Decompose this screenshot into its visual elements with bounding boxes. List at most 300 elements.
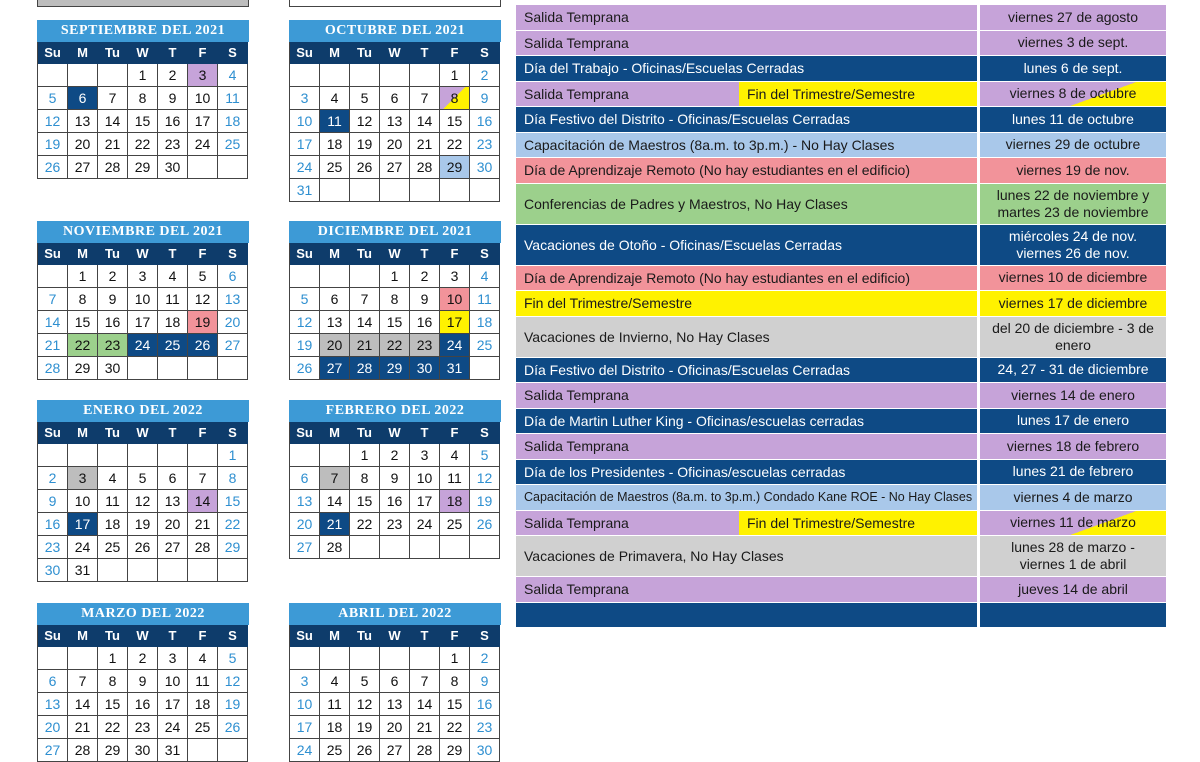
event-row <box>516 133 1166 159</box>
weekday-header: Tu <box>98 625 128 647</box>
calendar-day: 7 <box>350 288 380 311</box>
weekday-header: S <box>470 422 500 444</box>
event-row <box>516 31 1166 57</box>
event-date: viernes 11 de marzo <box>980 511 1166 536</box>
calendar-day: 11 <box>188 670 218 693</box>
weekday-header: W <box>380 243 410 265</box>
calendar-empty-cell <box>38 444 68 467</box>
calendar-day: 11 <box>98 490 128 513</box>
calendar-day: 13 <box>290 490 320 513</box>
event-name: Salida Temprana <box>516 577 980 602</box>
calendar-day: 12 <box>38 110 68 133</box>
calendar-day: 14 <box>410 110 440 133</box>
event-date: lunes 21 de febrero <box>980 460 1166 485</box>
calendar-day: 24 <box>290 156 320 179</box>
event-date: viernes 17 de diciembre <box>980 291 1166 316</box>
calendar-day: 18 <box>158 311 188 334</box>
calendar-day: 4 <box>320 87 350 110</box>
calendar-day: 23 <box>158 133 188 156</box>
calendar-day: 30 <box>38 559 68 582</box>
calendar-day: 8 <box>440 670 470 693</box>
calendar-empty-cell <box>440 536 470 559</box>
calendar-day: 8 <box>350 467 380 490</box>
calendar-day: 26 <box>218 716 248 739</box>
calendar-day: 23 <box>98 334 128 357</box>
calendar-empty-cell <box>320 265 350 288</box>
calendar-empty-cell <box>320 647 350 670</box>
calendar-day: 12 <box>128 490 158 513</box>
calendar-day: 17 <box>410 490 440 513</box>
weekday-header: T <box>410 422 440 444</box>
calendar-day: 5 <box>290 288 320 311</box>
calendar-day: 14 <box>350 311 380 334</box>
calendar-day: 21 <box>410 133 440 156</box>
calendar-day: 29 <box>68 357 98 380</box>
event-date: viernes 29 de octubre <box>980 133 1166 158</box>
month-title: DICIEMBRE DEL 2021 <box>289 221 501 243</box>
calendar-empty-cell <box>350 179 380 202</box>
calendar-day: 1 <box>380 265 410 288</box>
weekday-header: S <box>470 625 500 647</box>
calendar-empty-cell <box>380 536 410 559</box>
calendar-day: 3 <box>440 265 470 288</box>
calendar-day: 26 <box>350 156 380 179</box>
calendar-empty-cell <box>320 179 350 202</box>
weekday-header: Su <box>290 243 320 265</box>
calendar-day: 16 <box>38 513 68 536</box>
calendar-day: 30 <box>410 357 440 380</box>
calendar-day: 27 <box>218 334 248 357</box>
calendar-day: 4 <box>158 265 188 288</box>
weekday-header: T <box>158 422 188 444</box>
calendar-empty-cell <box>350 536 380 559</box>
weekday-header: F <box>188 42 218 64</box>
weekday-header: S <box>218 625 248 647</box>
weekday-header: S <box>470 42 500 64</box>
weekday-header: T <box>158 243 188 265</box>
calendar-empty-cell <box>188 357 218 380</box>
month-calendar <box>289 603 501 762</box>
calendar-day: 7 <box>38 288 68 311</box>
calendar-empty-cell <box>290 647 320 670</box>
calendar-day: 22 <box>218 513 248 536</box>
event-name: Salida Temprana <box>516 5 980 30</box>
calendar-empty-cell <box>320 64 350 87</box>
weekday-header: S <box>218 243 248 265</box>
month-title: NOVIEMBRE DEL 2021 <box>37 221 249 243</box>
event-name: Salida Temprana <box>516 31 980 56</box>
calendar-day: 24 <box>68 536 98 559</box>
calendar-day: 28 <box>38 357 68 380</box>
weekday-header: S <box>470 243 500 265</box>
weekday-header: F <box>188 422 218 444</box>
month-calendar <box>289 221 501 380</box>
calendar-day: 27 <box>290 536 320 559</box>
calendar-empty-cell <box>380 179 410 202</box>
calendar-day: 1 <box>440 64 470 87</box>
weekday-header: T <box>410 625 440 647</box>
weekday-header: T <box>158 42 188 64</box>
calendar-day: 2 <box>380 444 410 467</box>
calendar-day: 15 <box>98 693 128 716</box>
calendar-day: 26 <box>350 739 380 762</box>
calendar-day: 14 <box>188 490 218 513</box>
calendar-day: 16 <box>470 110 500 133</box>
calendar-day: 4 <box>470 265 500 288</box>
month-title: FEBRERO DEL 2022 <box>289 400 501 422</box>
calendar-day: 20 <box>380 133 410 156</box>
calendar-empty-cell <box>38 64 68 87</box>
calendar-day: 18 <box>320 716 350 739</box>
calendar-day: 13 <box>320 311 350 334</box>
month-calendar <box>289 400 501 559</box>
calendar-day: 13 <box>218 288 248 311</box>
calendar-day: 17 <box>290 716 320 739</box>
calendar-day: 31 <box>440 357 470 380</box>
calendar-day: 17 <box>188 110 218 133</box>
calendar-empty-cell <box>38 265 68 288</box>
calendar-day: 12 <box>350 110 380 133</box>
weekday-header: W <box>380 625 410 647</box>
calendar-day: 21 <box>68 716 98 739</box>
calendar-empty-cell <box>410 536 440 559</box>
weekday-header: M <box>68 42 98 64</box>
calendar-day: 27 <box>158 536 188 559</box>
calendar-day: 8 <box>380 288 410 311</box>
calendar-empty-cell <box>410 179 440 202</box>
calendar-day: 18 <box>440 490 470 513</box>
event-row <box>516 434 1166 460</box>
calendar-day: 26 <box>128 536 158 559</box>
month-calendar <box>37 221 249 380</box>
calendar-day: 19 <box>218 693 248 716</box>
calendar-day: 3 <box>158 647 188 670</box>
calendar-day: 29 <box>218 536 248 559</box>
calendar-day: 16 <box>470 693 500 716</box>
calendar-day: 1 <box>128 64 158 87</box>
calendar-day: 13 <box>158 490 188 513</box>
calendar-day: 28 <box>410 156 440 179</box>
calendar-day: 31 <box>68 559 98 582</box>
event-row <box>516 577 1166 603</box>
calendar-day: 27 <box>68 156 98 179</box>
calendar-day: 23 <box>470 133 500 156</box>
event-date: del 20 de diciembre - 3 de enero <box>980 317 1166 357</box>
event-date: 24, 27 - 31 de diciembre <box>980 358 1166 383</box>
calendar-day: 11 <box>440 467 470 490</box>
event-name: Conferencias de Padres y Maestros, No Hay Clases <box>516 184 980 224</box>
event-row <box>516 358 1166 384</box>
weekday-header: Su <box>290 625 320 647</box>
calendar-day: 5 <box>38 87 68 110</box>
calendar-day: 4 <box>440 444 470 467</box>
weekday-header: Su <box>290 42 320 64</box>
calendar-day: 28 <box>188 536 218 559</box>
calendar-day: 21 <box>320 513 350 536</box>
calendar-day: 25 <box>98 536 128 559</box>
calendar-day: 29 <box>380 357 410 380</box>
weekday-header: Su <box>38 243 68 265</box>
events-table <box>516 5 1166 628</box>
weekday-header: Su <box>38 422 68 444</box>
event-name: Fin del Trimestre/Semestre <box>516 291 980 316</box>
calendar-day: 13 <box>380 693 410 716</box>
calendar-empty-cell <box>290 444 320 467</box>
weekday-header: Tu <box>350 422 380 444</box>
weekday-header: W <box>380 422 410 444</box>
event-date: miércoles 24 de nov. viernes 26 de nov. <box>980 225 1166 265</box>
calendar-day: 12 <box>188 288 218 311</box>
event-name: Día Festivo del Distrito - Oficinas/Escuelas Cerradas <box>516 107 980 132</box>
calendar-day: 25 <box>440 513 470 536</box>
month-days <box>289 243 501 380</box>
event-name: Salida Temprana <box>516 383 980 408</box>
calendar-day: 18 <box>98 513 128 536</box>
calendar-day: 11 <box>320 110 350 133</box>
calendar-day: 5 <box>350 670 380 693</box>
calendar-day: 3 <box>410 444 440 467</box>
month-days <box>37 42 249 179</box>
calendar-day: 2 <box>470 64 500 87</box>
event-row <box>516 511 1166 537</box>
event-row <box>516 485 1166 511</box>
calendar-day: 10 <box>68 490 98 513</box>
event-name <box>516 603 980 628</box>
event-date: lunes 11 de octubre <box>980 107 1166 132</box>
calendar-empty-cell <box>68 647 98 670</box>
event-name: Día de Aprendizaje Remoto (No hay estudiantes en el edificio) <box>516 158 980 183</box>
weekday-header: M <box>320 422 350 444</box>
calendar-day: 12 <box>350 693 380 716</box>
calendar-day: 30 <box>470 739 500 762</box>
calendar-day: 17 <box>290 133 320 156</box>
calendar-day: 28 <box>350 357 380 380</box>
weekday-header: W <box>128 42 158 64</box>
event-name: Capacitación de Maestros (8a.m. to 3p.m.) - No Hay Clases <box>516 133 980 158</box>
event-name: Vacaciones de Primavera, No Hay Clases <box>516 536 980 576</box>
calendar-day: 3 <box>290 87 320 110</box>
calendar-day: 1 <box>440 647 470 670</box>
event-date: lunes 22 de noviembre y martes 23 de noviembre <box>980 184 1166 224</box>
calendar-empty-cell <box>158 559 188 582</box>
month-calendar <box>37 603 249 762</box>
calendar-day: 20 <box>38 716 68 739</box>
event-row <box>516 317 1166 358</box>
calendar-empty-cell <box>320 444 350 467</box>
calendar-empty-cell <box>188 739 218 762</box>
calendar-day: 6 <box>218 265 248 288</box>
calendar-day: 19 <box>38 133 68 156</box>
event-date: viernes 4 de marzo <box>980 485 1166 510</box>
calendar-day: 24 <box>440 334 470 357</box>
calendar-day: 21 <box>38 334 68 357</box>
calendar-day: 31 <box>290 179 320 202</box>
calendar-day: 2 <box>410 265 440 288</box>
calendar-day: 7 <box>410 87 440 110</box>
event-row <box>516 225 1166 266</box>
event-name: Día de Aprendizaje Remoto (No hay estudiantes en el edificio) <box>516 266 980 291</box>
weekday-header: T <box>410 243 440 265</box>
calendar-empty-cell <box>218 739 248 762</box>
calendar-day: 19 <box>350 133 380 156</box>
weekday-header: W <box>128 243 158 265</box>
calendar-day: 16 <box>158 110 188 133</box>
weekday-header: Tu <box>350 42 380 64</box>
calendar-day: 10 <box>410 467 440 490</box>
calendar-day: 5 <box>218 647 248 670</box>
calendar-empty-cell <box>410 647 440 670</box>
calendar-day: 29 <box>440 156 470 179</box>
calendar-day: 3 <box>128 265 158 288</box>
calendar-day: 13 <box>68 110 98 133</box>
calendar-day: 13 <box>380 110 410 133</box>
event-row <box>516 291 1166 317</box>
event-name: Capacitación de Maestros (8a.m. to 3p.m.) Condado Kane ROE - No Hay Clases <box>516 485 980 510</box>
month-title: ENERO DEL 2022 <box>37 400 249 422</box>
calendar-empty-cell <box>290 265 320 288</box>
calendar-day: 25 <box>188 716 218 739</box>
calendar-day: 16 <box>128 693 158 716</box>
calendar-day: 2 <box>470 647 500 670</box>
weekday-header: S <box>218 42 248 64</box>
calendar-day: 15 <box>68 311 98 334</box>
event-name: Día del Trabajo - Oficinas/Escuelas Cerradas <box>516 56 980 81</box>
calendar-day: 30 <box>98 357 128 380</box>
weekday-header: Su <box>38 625 68 647</box>
event-row <box>516 82 1166 108</box>
calendar-day: 8 <box>128 87 158 110</box>
event-name: Salida Temprana Fin del Trimestre/Semestre <box>516 511 980 536</box>
calendar-day: 11 <box>158 288 188 311</box>
weekday-header: T <box>410 42 440 64</box>
calendar-day: 14 <box>410 693 440 716</box>
calendar-day: 22 <box>68 334 98 357</box>
calendar-day: 15 <box>218 490 248 513</box>
calendar-empty-cell <box>128 357 158 380</box>
calendar-day: 5 <box>470 444 500 467</box>
event-date: viernes 14 de enero <box>980 383 1166 408</box>
month-days <box>37 422 249 582</box>
calendar-day: 10 <box>158 670 188 693</box>
calendar-day: 21 <box>188 513 218 536</box>
calendar-day: 25 <box>320 156 350 179</box>
calendar-day: 26 <box>290 357 320 380</box>
calendar-empty-cell <box>98 559 128 582</box>
calendar-day: 9 <box>38 490 68 513</box>
calendar-day: 24 <box>128 334 158 357</box>
weekday-header: F <box>440 42 470 64</box>
calendar-day: 9 <box>158 87 188 110</box>
event-date: jueves 14 de abril <box>980 577 1166 602</box>
event-row <box>516 184 1166 225</box>
calendar-day: 28 <box>98 156 128 179</box>
event-row <box>516 460 1166 486</box>
calendar-day: 23 <box>38 536 68 559</box>
calendar-day: 4 <box>320 670 350 693</box>
calendar-day: 20 <box>68 133 98 156</box>
weekday-header: Tu <box>350 625 380 647</box>
calendar-day: 19 <box>188 311 218 334</box>
calendar-day: 5 <box>128 467 158 490</box>
calendar-day: 22 <box>98 716 128 739</box>
calendar-day: 6 <box>320 288 350 311</box>
calendar-empty-cell <box>350 647 380 670</box>
weekday-header: Tu <box>350 243 380 265</box>
calendar-day: 14 <box>68 693 98 716</box>
calendar-day: 21 <box>350 334 380 357</box>
calendar-day: 19 <box>350 716 380 739</box>
month-title: OCTUBRE DEL 2021 <box>289 20 501 42</box>
calendar-day: 15 <box>440 110 470 133</box>
weekday-header: W <box>380 42 410 64</box>
calendar-empty-cell <box>470 179 500 202</box>
calendar-day: 7 <box>68 670 98 693</box>
calendar-day: 7 <box>98 87 128 110</box>
calendar-day: 17 <box>68 513 98 536</box>
calendar-day: 24 <box>188 133 218 156</box>
calendar-day: 25 <box>320 739 350 762</box>
calendar-day: 22 <box>380 334 410 357</box>
calendar-day: 20 <box>158 513 188 536</box>
event-date: viernes 19 de nov. <box>980 158 1166 183</box>
calendar-day: 20 <box>380 716 410 739</box>
calendar-day: 11 <box>218 87 248 110</box>
calendar-day: 23 <box>470 716 500 739</box>
calendar-empty-cell <box>290 64 320 87</box>
calendar-day: 21 <box>98 133 128 156</box>
calendar-day: 12 <box>470 467 500 490</box>
calendar-day: 9 <box>380 467 410 490</box>
weekday-header: M <box>68 243 98 265</box>
calendar-day: 3 <box>68 467 98 490</box>
calendar-empty-cell <box>188 559 218 582</box>
calendar-day: 18 <box>188 693 218 716</box>
calendar-day: 23 <box>380 513 410 536</box>
calendar-day: 25 <box>158 334 188 357</box>
calendar-day: 25 <box>470 334 500 357</box>
calendar-day: 18 <box>218 110 248 133</box>
month-days <box>289 625 501 762</box>
calendar-day: 29 <box>440 739 470 762</box>
weekday-header: F <box>440 243 470 265</box>
calendar-day: 26 <box>188 334 218 357</box>
calendar-day: 10 <box>290 110 320 133</box>
calendar-empty-cell <box>158 444 188 467</box>
calendar-day: 29 <box>98 739 128 762</box>
month-calendar <box>37 400 249 582</box>
calendar-day: 2 <box>128 647 158 670</box>
calendar-day: 8 <box>68 288 98 311</box>
calendar-day: 20 <box>290 513 320 536</box>
calendar-day: 4 <box>98 467 128 490</box>
calendar-day: 6 <box>290 467 320 490</box>
calendar-day: 14 <box>38 311 68 334</box>
event-row <box>516 56 1166 82</box>
month-days <box>289 422 501 559</box>
calendar-empty-cell <box>410 64 440 87</box>
weekday-header: M <box>320 42 350 64</box>
calendar-empty-cell <box>188 444 218 467</box>
weekday-header: M <box>320 243 350 265</box>
calendar-day: 21 <box>410 716 440 739</box>
calendar-day: 5 <box>188 265 218 288</box>
calendar-grid <box>0 0 510 758</box>
calendar-day: 27 <box>380 156 410 179</box>
event-date: viernes 3 de sept. <box>980 31 1166 56</box>
month-title: SEPTIEMBRE DEL 2021 <box>37 20 249 42</box>
calendar-day: 26 <box>470 513 500 536</box>
calendar-day: 12 <box>290 311 320 334</box>
